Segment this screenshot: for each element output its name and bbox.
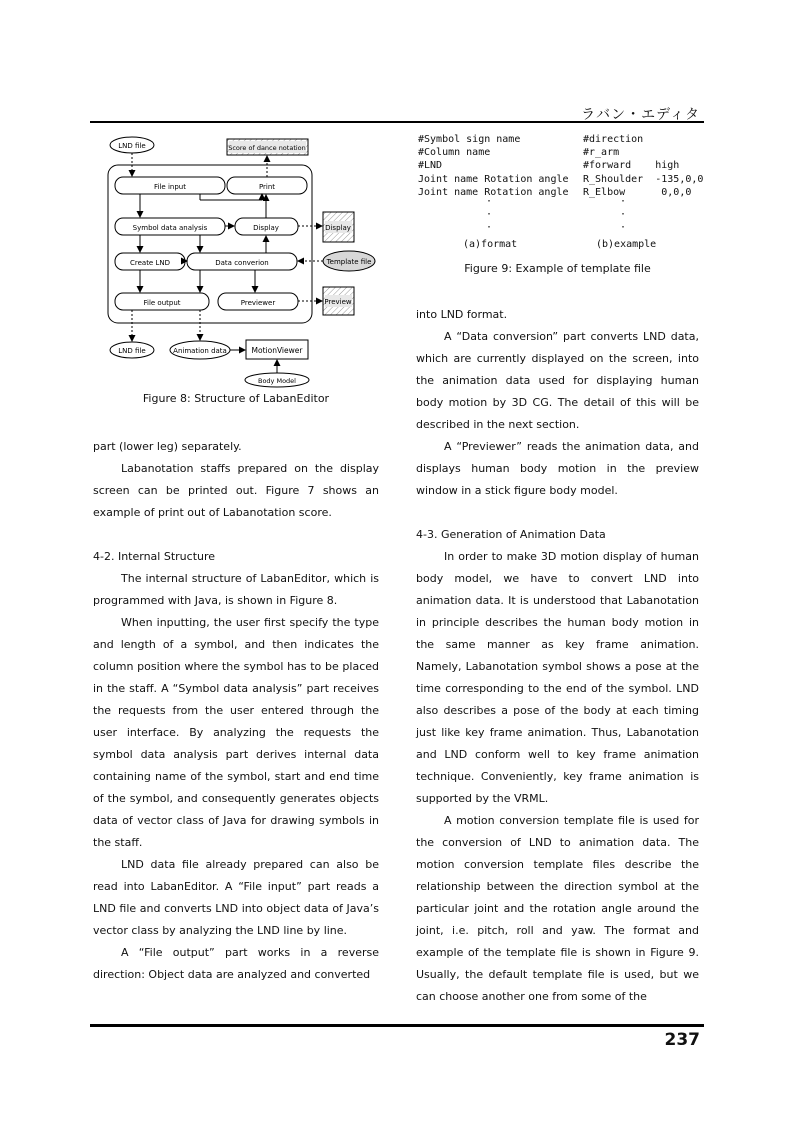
node-print-label: Print <box>258 183 276 191</box>
example-line: #r_arm <box>583 147 620 158</box>
example-line: #forward high <box>583 160 680 171</box>
paragraph: A “Data conversion” part converts LND data, which are currently displayed on the screen, into the animation data used for displaying human body motion by 3D CG. The detail of this will be described in the next section. <box>416 330 699 431</box>
example-line: R_Elbow 0,0,0 <box>583 187 692 198</box>
paragraph: Labanotation staffs prepared on the display screen can be printed out. Figure 7 shows an example of print out of Labanotation score. <box>93 462 379 519</box>
node-body-model-label: Body Model <box>258 377 296 385</box>
node-display-out-label: Display <box>325 224 351 232</box>
paragraph: part (lower leg) separately. <box>93 440 242 453</box>
node-previewer-label: Previewer <box>240 299 276 307</box>
node-file-input-label: File input <box>154 183 186 191</box>
figure-8-diagram <box>100 132 380 392</box>
footer-rule <box>90 1024 704 1027</box>
figure-8-caption: Figure 8: Structure of LabanEditor <box>142 392 330 405</box>
paragraph: into LND format. <box>416 308 508 321</box>
example-line: #direction <box>583 134 644 145</box>
paragraph: A “File output” part works in a reverse direction: Object data are analyzed and converted <box>93 946 379 981</box>
format-line: #Column name <box>418 147 491 158</box>
format-line: Joint name Rotation angle <box>418 187 569 198</box>
page-number: 237 <box>664 1030 700 1050</box>
running-header: ラバン・エディタ <box>581 107 700 123</box>
node-file-output-label: File output <box>143 299 181 307</box>
paragraph: A motion conversion template file is used for the conversion of LND to animation data. The motion conversion template files describe the relationship between the direction symbol at the particular joint and the rotation angle around the joint, i.e. pitch, roll and yaw. The format and example of the template file is shown in Figure 9. Usually, the default template file is used, but we can choose another one from some of the <box>416 814 699 1003</box>
node-score-label: Score of dance notation <box>228 144 306 152</box>
format-line: #Symbol sign name <box>418 134 521 145</box>
section-title: 4-2. Internal Structure <box>93 550 216 563</box>
node-symbol-analysis-label: Symbol data analysis <box>132 224 208 232</box>
ellipsis-dot: · <box>486 196 493 207</box>
ellipsis-dot: · <box>620 196 627 207</box>
ellipsis-dot: · <box>486 222 493 233</box>
format-line: #LND <box>418 160 443 171</box>
node-create-lnd-label: Create LND <box>129 259 171 267</box>
node-lnd-file-bottom-label: LND file <box>118 347 146 355</box>
node-lnd-file-top-label: LND file <box>118 142 146 150</box>
right-column <box>416 304 699 1008</box>
example-line: R_Shoulder -135,0,0 <box>583 174 704 185</box>
ellipsis-dot: · <box>486 209 493 220</box>
node-animation-data-label: Animation data <box>173 347 227 355</box>
figure-9-caption: Figure 9: Example of template file <box>464 262 651 275</box>
format-line: Joint name Rotation angle <box>418 174 569 185</box>
section-title: 4-3. Generation of Animation Data <box>416 528 606 541</box>
paragraph: When inputting, the user first specify the type and length of a symbol, and then indicates the column position where the symbol has to be placed in the staff. A “Symbol data analysis” part receives the requests from the user entered through the user interface. By analyzing the requests the symbol data analysis part derives internal data containing name of the symbol, start and end time of the symbol, and consequently generates objects data of vector class of Java for drawing symbols in the staff. <box>93 616 379 849</box>
node-preview-out-label: Preview <box>324 298 352 306</box>
header-rule <box>90 121 704 123</box>
ellipsis-dot: · <box>620 222 627 233</box>
example-label: (b)example <box>596 239 657 250</box>
ellipsis-dot: · <box>620 209 627 220</box>
left-column <box>93 436 379 986</box>
paragraph: In order to make 3D motion display of human body model, we have to convert LND into animation data. It is understood that Labanotation in principle describes the human body motion in the same manner as key frame animation. Namely, Labanotation symbol shows a pose at the time corresponding to the end of the symbol. LND also describes a pose of the body at each timing just like key frame animation. Thus, Labanotation and LND conform well to key frame animation technique. Conveniently, key frame animation is supported by the VRML. <box>416 550 699 805</box>
paragraph: A “Previewer” reads the animation data, and displays human body motion in the preview window in a stick figure body model. <box>416 440 699 497</box>
node-display-label: Display <box>253 224 279 232</box>
node-motion-viewer-label: MotionViewer <box>251 346 303 355</box>
format-label: (a)format <box>463 239 518 250</box>
node-data-conversion-label: Data converion <box>215 259 269 267</box>
paragraph: LND data file already prepared can also be read into LabanEditor. A “File input” part reads a LND file and converts LND into object data of Java’s vector class by analyzing the LND line by line. <box>93 858 379 937</box>
node-template-file-label: Template file <box>326 258 372 266</box>
paragraph: The internal structure of LabanEditor, which is programmed with Java, is shown in Figure 8. <box>93 572 379 607</box>
